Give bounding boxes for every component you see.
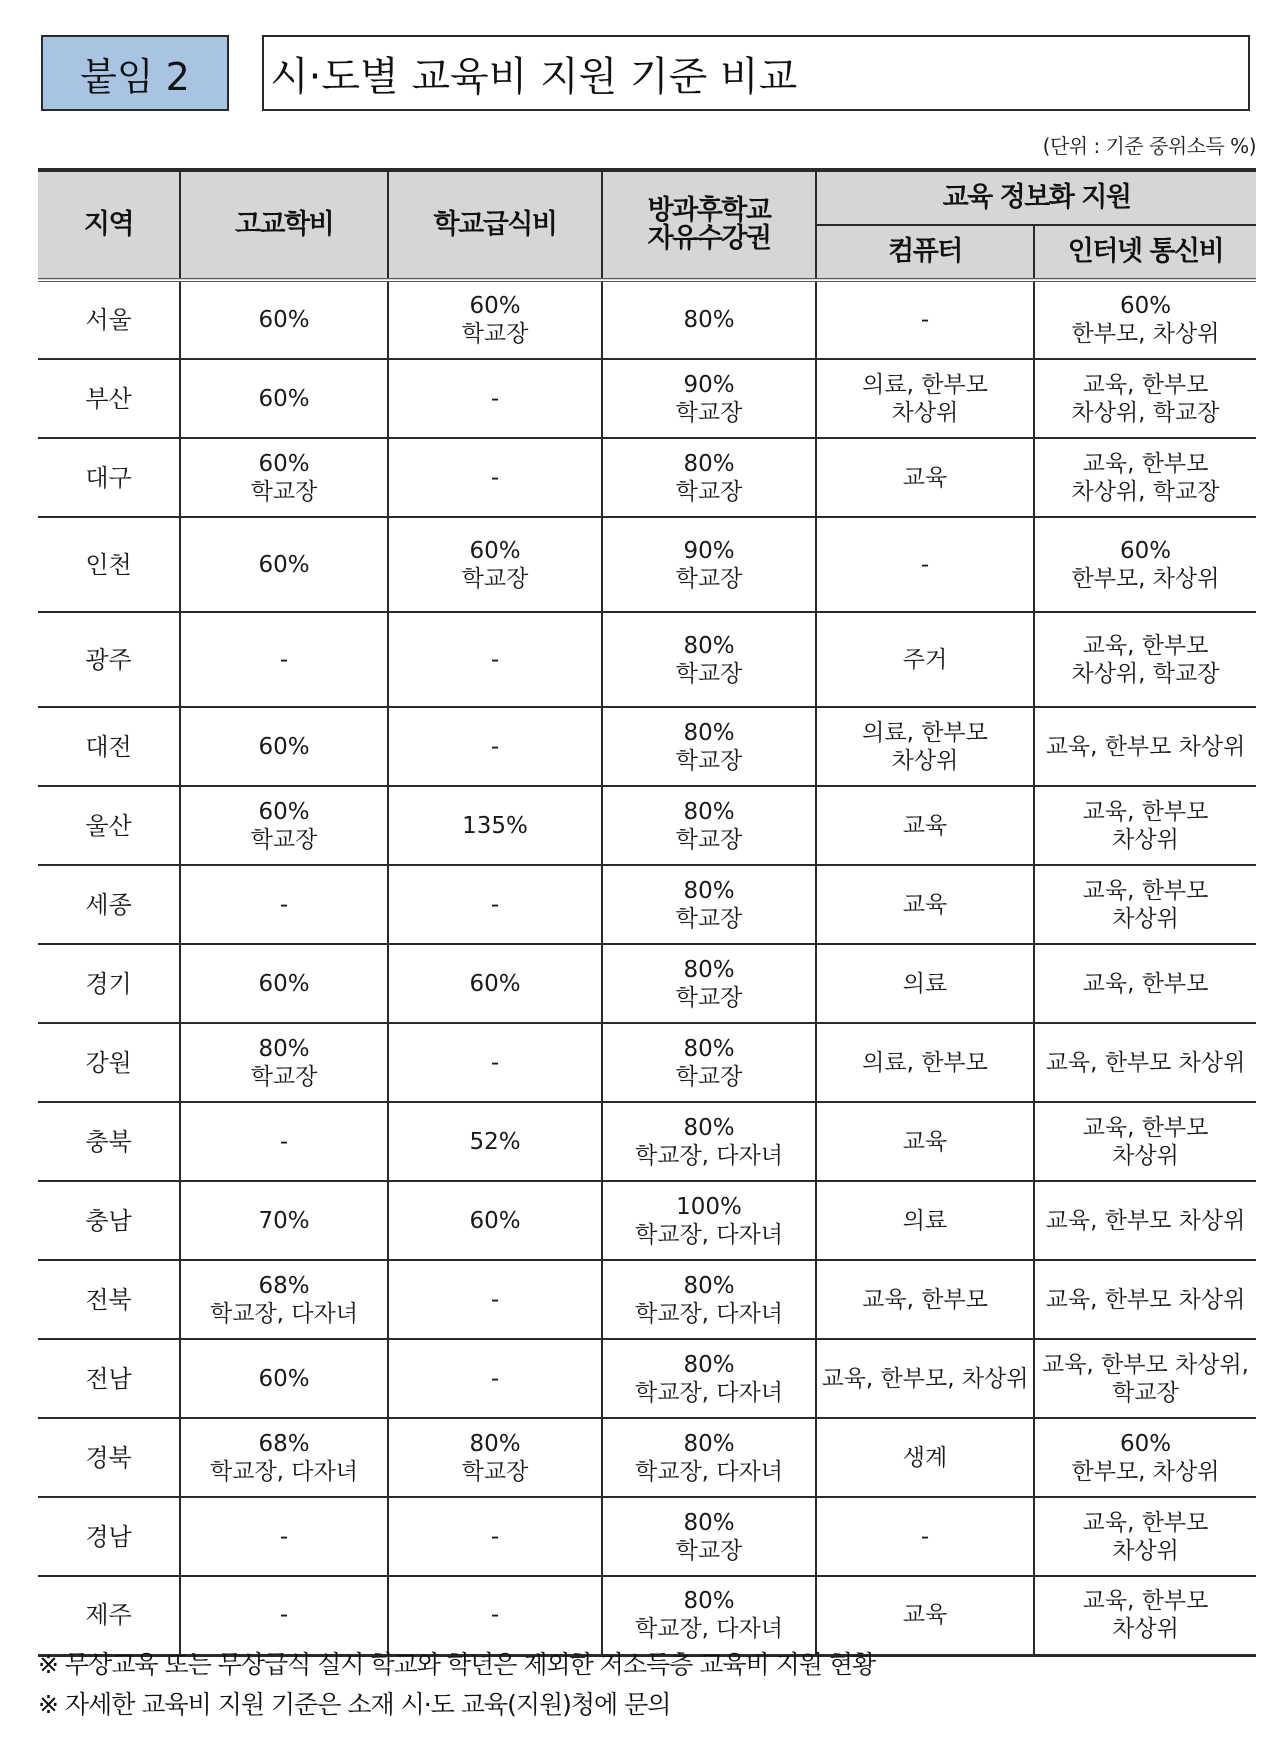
cell-text: 교육 <box>902 1128 948 1155</box>
cell-afterschool <box>602 865 816 944</box>
cell-text: 80% <box>683 719 735 746</box>
cell-text: 의료, 한부모 <box>862 1049 988 1076</box>
cell-text: - <box>920 551 930 578</box>
cell-region: 강원 <box>38 1023 180 1102</box>
table-row <box>38 1418 1256 1497</box>
cell-tuition <box>180 1102 388 1181</box>
table-row <box>38 1102 1256 1181</box>
cell-meal <box>388 1181 602 1260</box>
cell-internet <box>1034 1102 1256 1181</box>
cell-region: 경남 <box>38 1497 180 1576</box>
cell-text: 135% <box>462 812 528 839</box>
cell-text: 차상위 <box>891 747 959 774</box>
cell-internet <box>1034 438 1256 517</box>
cell-computer <box>816 1576 1034 1655</box>
cell-region: 울산 <box>38 786 180 865</box>
cell-text: 교육, 한부모, 차상위 <box>821 1365 1029 1392</box>
table-row <box>38 1576 1256 1655</box>
cell-text: 70% <box>258 1207 310 1234</box>
cell-text: 교육, 한부모 <box>1082 1114 1209 1141</box>
cell-afterschool <box>602 280 816 359</box>
table-row <box>38 786 1256 865</box>
cell-meal <box>388 1260 602 1339</box>
cell-text: 80% <box>683 450 735 477</box>
cell-text: 학교장 <box>250 478 318 505</box>
cell-internet <box>1034 1023 1256 1102</box>
cell-text: 학교장, 다자녀 <box>635 1458 783 1485</box>
cell-text: 한부모, 차상위 <box>1071 321 1220 347</box>
cell-computer <box>816 944 1034 1023</box>
cell-text: 의료, 한부모 <box>862 371 988 398</box>
cell-computer <box>816 1023 1034 1102</box>
cell-tuition <box>180 786 388 865</box>
cell-text: 교육 <box>902 1602 948 1629</box>
cell-region: 전남 <box>38 1339 180 1418</box>
cell-text: 차상위 <box>1112 1142 1179 1169</box>
table-row <box>38 438 1256 517</box>
cell-text: 80% <box>683 307 735 333</box>
cell-afterschool <box>602 1339 816 1418</box>
page-title: 시·도별 교육비 지원 기준 비교 <box>262 35 1250 111</box>
cell-text: 의료, 한부모 <box>862 719 988 746</box>
cell-region: 전북 <box>38 1260 180 1339</box>
cell-text: 차상위, 학교장 <box>1071 478 1220 505</box>
cell-internet <box>1034 1181 1256 1260</box>
cell-tuition <box>180 280 388 359</box>
col-header-internet: 인터넷 통신비 <box>1034 225 1256 280</box>
cell-meal <box>388 786 602 865</box>
cell-text: 60% <box>1119 537 1172 564</box>
cell-text: 교육, 한부모 <box>1082 450 1209 477</box>
cell-text: 60% <box>469 1207 521 1234</box>
cell-meal <box>388 1418 602 1497</box>
cell-region: 대전 <box>38 707 180 786</box>
cell-text: 학교장, 다자녀 <box>210 1300 358 1327</box>
cell-text: 60% <box>1119 1430 1172 1457</box>
unit-note: (단위 : 기준 중위소득 %) <box>1042 134 1256 158</box>
cell-text: - <box>490 891 500 918</box>
cell-text: 생계 <box>902 1444 948 1471</box>
cell-internet <box>1034 786 1256 865</box>
table-row <box>38 1339 1256 1418</box>
cell-text: 80% <box>683 1351 735 1378</box>
cell-text: 80% <box>683 1509 735 1536</box>
table-row <box>38 1260 1256 1339</box>
cell-computer <box>816 1102 1034 1181</box>
cell-region: 세종 <box>38 865 180 944</box>
cell-text: 교육, 한부모 <box>1082 371 1209 398</box>
col-header-region: 지역 <box>38 170 180 280</box>
cell-tuition <box>180 612 388 707</box>
cell-text: 교육, 한부모 <box>1082 632 1209 659</box>
cell-tuition <box>180 359 388 438</box>
cell-text: - <box>279 1602 289 1629</box>
cell-text: 차상위, 학교장 <box>1071 399 1220 426</box>
cell-meal <box>388 707 602 786</box>
cell-text: - <box>490 1523 500 1550</box>
cell-text: 차상위 <box>891 399 959 426</box>
cell-computer <box>816 438 1034 517</box>
cell-text: 80% <box>683 798 735 825</box>
cell-text: 80% <box>683 877 735 904</box>
cell-text: 학교장 <box>675 984 743 1011</box>
cell-afterschool <box>602 1418 816 1497</box>
cell-afterschool <box>602 1181 816 1260</box>
cell-region: 광주 <box>38 612 180 707</box>
cell-text: 학교장 <box>675 747 743 774</box>
cell-meal <box>388 517 602 612</box>
cell-text: 교육, 한부모 차상위 <box>1045 1049 1246 1076</box>
cell-text: - <box>490 1602 500 1629</box>
cell-internet <box>1034 1576 1256 1655</box>
cell-meal <box>388 612 602 707</box>
cell-computer <box>816 1181 1034 1260</box>
cell-region: 서울 <box>38 280 180 359</box>
cell-text: 60% <box>258 1365 310 1392</box>
cell-text: 교육, 한부모 <box>1082 798 1209 825</box>
attachment-badge: 붙임 2 <box>41 35 229 111</box>
cell-text: 80% <box>258 1035 310 1062</box>
cell-internet <box>1034 944 1256 1023</box>
cell-region: 부산 <box>38 359 180 438</box>
cell-internet <box>1034 1260 1256 1339</box>
cell-text: 80% <box>683 1272 735 1299</box>
cell-text: 80% <box>683 1588 735 1615</box>
cell-text: 의료 <box>902 970 948 997</box>
cell-afterschool <box>602 944 816 1023</box>
cell-internet <box>1034 1339 1256 1418</box>
cell-text: - <box>490 1286 500 1313</box>
cell-text: 교육, 한부모 <box>1082 877 1209 904</box>
cell-tuition <box>180 865 388 944</box>
cell-computer <box>816 1418 1034 1497</box>
cell-text: 교육, 한부모 <box>862 1286 988 1313</box>
cell-internet <box>1034 517 1256 612</box>
cell-meal <box>388 280 602 359</box>
cell-computer <box>816 707 1034 786</box>
cell-afterschool <box>602 1576 816 1655</box>
cell-text: - <box>920 307 930 333</box>
cell-computer <box>816 359 1034 438</box>
cell-computer <box>816 280 1034 359</box>
cell-tuition <box>180 707 388 786</box>
cell-text: 80% <box>683 1430 735 1457</box>
cell-text: 학교장 <box>675 1063 743 1090</box>
cell-text: 80% <box>683 632 735 659</box>
cell-region: 충북 <box>38 1102 180 1181</box>
cell-region: 경기 <box>38 944 180 1023</box>
cell-text: 60% <box>469 970 521 997</box>
cell-meal <box>388 1102 602 1181</box>
col-header-computer: 컴퓨터 <box>816 225 1034 280</box>
cell-tuition <box>180 1181 388 1260</box>
cell-region: 충남 <box>38 1181 180 1260</box>
cell-internet <box>1034 359 1256 438</box>
cell-tuition <box>180 1418 388 1497</box>
cell-tuition <box>180 1576 388 1655</box>
cell-text: 학교장 <box>250 1063 318 1090</box>
table-row <box>38 1023 1256 1102</box>
cell-text: - <box>279 1128 289 1155</box>
col-header-afterschool-line1: 방과후학교 <box>647 195 771 226</box>
cell-text: 학교장 <box>461 321 529 347</box>
cell-text: - <box>920 1523 930 1550</box>
cell-tuition <box>180 438 388 517</box>
cell-text: - <box>279 891 289 918</box>
cell-text: 차상위 <box>1112 905 1179 932</box>
table-row <box>38 1497 1256 1576</box>
cell-text: 교육, 한부모 차상위 <box>1045 733 1246 760</box>
cell-text: 교육 <box>902 464 948 491</box>
cell-text: 학교장 <box>461 1458 529 1485</box>
cell-text: - <box>490 385 500 412</box>
cell-afterschool <box>602 786 816 865</box>
cell-meal <box>388 1023 602 1102</box>
footnote: ※ 자세한 교육비 지원 기준은 소재 시·도 교육(지원)청에 문의 <box>38 1690 671 1719</box>
cell-text: 학교장 <box>675 660 743 687</box>
col-header-afterschool-line2: 자유수강권 <box>647 223 771 254</box>
cell-text: 학교장 <box>675 826 743 853</box>
cell-afterschool <box>602 1102 816 1181</box>
table-row <box>38 612 1256 707</box>
cell-text: 학교장 <box>1112 1379 1179 1406</box>
col-header-tuition: 고교학비 <box>180 170 388 280</box>
cell-text: - <box>490 733 500 760</box>
cell-text: 교육, 한부모 차상위, <box>1042 1351 1249 1378</box>
cell-computer <box>816 612 1034 707</box>
cell-text: - <box>490 1365 500 1392</box>
cell-text: 학교장 <box>675 478 743 505</box>
cell-meal <box>388 1576 602 1655</box>
cell-afterschool <box>602 1497 816 1576</box>
footnotes <box>38 1645 1258 1725</box>
table-row <box>38 707 1256 786</box>
cell-text: 주거 <box>902 646 948 673</box>
cell-text: - <box>279 1523 289 1550</box>
cell-region: 인천 <box>38 517 180 612</box>
cell-afterschool <box>602 517 816 612</box>
cell-afterschool <box>602 1023 816 1102</box>
cell-text: 학교장, 다자녀 <box>635 1300 783 1327</box>
cell-meal <box>388 944 602 1023</box>
cell-text: 한부모, 차상위 <box>1071 565 1220 592</box>
cell-text: 학교장, 다자녀 <box>635 1379 783 1406</box>
cell-text: 학교장 <box>461 565 529 592</box>
cell-internet <box>1034 612 1256 707</box>
cell-tuition <box>180 517 388 612</box>
education-support-table <box>38 168 1256 1657</box>
cell-computer <box>816 1339 1034 1418</box>
cell-text: 교육, 한부모 <box>1082 1509 1209 1536</box>
cell-region: 대구 <box>38 438 180 517</box>
cell-text: 교육, 한부모 차상위 <box>1045 1286 1246 1313</box>
cell-region: 제주 <box>38 1576 180 1655</box>
cell-afterschool <box>602 1260 816 1339</box>
cell-internet <box>1034 1497 1256 1576</box>
cell-text: 학교장, 다자녀 <box>635 1616 783 1643</box>
cell-meal <box>388 438 602 517</box>
cell-internet <box>1034 280 1256 359</box>
cell-text: 52% <box>469 1128 521 1155</box>
cell-computer <box>816 1260 1034 1339</box>
cell-text: 학교장, 다자녀 <box>635 1142 783 1169</box>
cell-computer <box>816 865 1034 944</box>
cell-text: 100% <box>676 1193 742 1220</box>
cell-text: 60% <box>258 450 310 477</box>
cell-text: 60% <box>258 307 310 333</box>
table-row <box>38 280 1256 359</box>
col-header-meal: 학교급식비 <box>388 170 602 280</box>
cell-meal <box>388 359 602 438</box>
cell-text: 차상위 <box>1112 826 1179 853</box>
cell-internet <box>1034 865 1256 944</box>
cell-text: 교육, 한부모 <box>1082 970 1209 997</box>
cell-tuition <box>180 1023 388 1102</box>
cell-text: 60% <box>258 733 310 760</box>
cell-meal <box>388 1497 602 1576</box>
cell-text: 60% <box>1119 293 1172 319</box>
cell-text: 한부모, 차상위 <box>1071 1458 1220 1485</box>
cell-computer <box>816 1497 1034 1576</box>
cell-text: 학교장 <box>675 399 743 426</box>
cell-text: 학교장, 다자녀 <box>210 1458 358 1485</box>
cell-text: 학교장, 다자녀 <box>635 1221 783 1248</box>
cell-text: 60% <box>258 970 310 997</box>
cell-internet <box>1034 1418 1256 1497</box>
table-row <box>38 865 1256 944</box>
cell-text: 학교장 <box>675 905 743 932</box>
cell-text: 80% <box>683 1114 735 1141</box>
cell-internet <box>1034 707 1256 786</box>
col-header-info-group: 교육 정보화 지원 <box>816 170 1256 225</box>
cell-text: 60% <box>258 551 310 578</box>
cell-text: 60% <box>469 537 521 564</box>
cell-text: - <box>490 646 500 673</box>
cell-meal <box>388 1339 602 1418</box>
cell-text: 60% <box>258 798 310 825</box>
cell-text: 68% <box>258 1272 310 1299</box>
table-row <box>38 359 1256 438</box>
table-row <box>38 1181 1256 1260</box>
cell-text: 학교장 <box>250 826 318 853</box>
cell-text: 90% <box>683 371 735 398</box>
cell-text: 교육, 한부모 <box>1082 1588 1209 1615</box>
cell-text: 차상위 <box>1112 1616 1179 1643</box>
cell-text: - <box>490 464 500 491</box>
cell-text: 교육, 한부모 차상위 <box>1045 1207 1246 1234</box>
cell-text: 교육 <box>902 812 948 839</box>
table-row <box>38 517 1256 612</box>
col-header-afterschool <box>602 170 816 280</box>
table-row <box>38 944 1256 1023</box>
cell-text: 60% <box>258 385 310 412</box>
cell-text: 60% <box>469 293 521 319</box>
cell-text: 차상위 <box>1112 1537 1179 1564</box>
cell-computer <box>816 786 1034 865</box>
cell-text: - <box>279 646 289 673</box>
cell-text: 80% <box>469 1430 521 1457</box>
cell-text: 학교장 <box>675 1537 743 1564</box>
cell-region: 경북 <box>38 1418 180 1497</box>
cell-text: 차상위, 학교장 <box>1071 660 1220 687</box>
cell-afterschool <box>602 438 816 517</box>
cell-meal <box>388 865 602 944</box>
cell-text: 90% <box>683 537 735 564</box>
cell-afterschool <box>602 612 816 707</box>
cell-computer <box>816 517 1034 612</box>
cell-text: 68% <box>258 1430 310 1457</box>
cell-text: 교육 <box>902 891 948 918</box>
footnote: ※ 무상교육 또는 무상급식 실시 학교와 학년은 제외한 저소득층 교육비 지원 현황 <box>38 1650 876 1679</box>
cell-tuition <box>180 1339 388 1418</box>
cell-afterschool <box>602 707 816 786</box>
cell-text: 80% <box>683 956 735 983</box>
cell-tuition <box>180 1260 388 1339</box>
cell-text: 80% <box>683 1035 735 1062</box>
cell-afterschool <box>602 359 816 438</box>
cell-text: 학교장 <box>675 565 743 592</box>
cell-text: - <box>490 1049 500 1076</box>
cell-tuition <box>180 1497 388 1576</box>
cell-text: 의료 <box>902 1207 948 1234</box>
cell-tuition <box>180 944 388 1023</box>
